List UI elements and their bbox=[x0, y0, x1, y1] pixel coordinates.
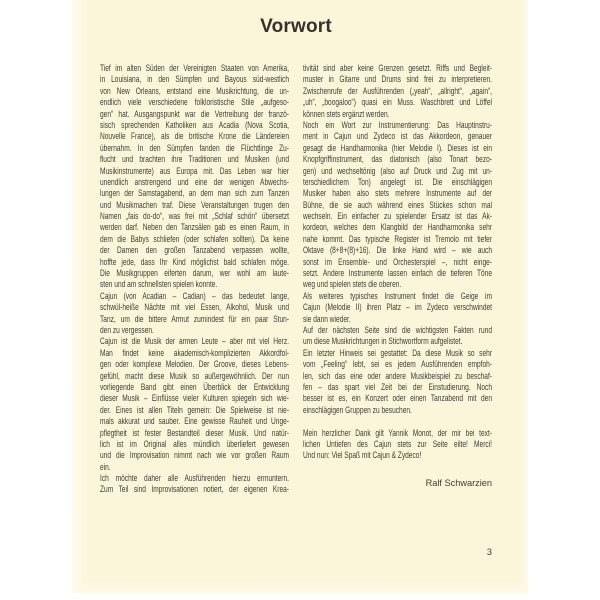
text-line: terschiedlichem Ton) angelegt ist. Die einschlägigen bbox=[303, 176, 493, 187]
text-line: Musikinstrumente) aus Europa mit. Das Leben war hier bbox=[100, 165, 290, 176]
text-line: vorliegende Band gibt einen Überblick der Entwicklung bbox=[100, 381, 290, 392]
text-line: Cajun (Melodie II) ihren Platz – im Zydeco verschwindet bbox=[303, 302, 493, 313]
text-line: Nouvelle France), als die britische Krone die Ländereien bbox=[100, 131, 290, 142]
text-line: endlich viele verschiedene folkloristische Stile „aufgeso- bbox=[100, 97, 290, 108]
text-line: Mein herzlicher Dank gilt Yannik Monot, der mir bei text- bbox=[303, 427, 493, 438]
text-line: nahe kommt. Das typische Register ist Tremolo mit tiefer bbox=[303, 233, 493, 244]
signature: Ralf Schwarzien bbox=[425, 478, 492, 488]
text-line: Man findet keine akademisch-komplizierten Akkordfol- bbox=[100, 347, 290, 358]
text-line: Tief im alten Süden der Vereinigten Staaten von Amerika, bbox=[100, 63, 290, 73]
text-line: können stets ergänzt werden. bbox=[303, 108, 390, 119]
text-line: Knopfgriffinstrument, das diatonisch (also Tonart bezo- bbox=[303, 154, 493, 165]
text-line: Und nun: Viel Spaß mit Cajun & Zydeco! bbox=[303, 450, 422, 461]
text-line: der. Eines ist allen Titeln gemein: Die Spielweise ist nie- bbox=[100, 404, 290, 415]
text-line: gefühl, macht diese Musik so außergewöhnlich. Der nun bbox=[100, 370, 290, 381]
text-line: kordeon, welches dem Klangbild der Handharmonika sehr bbox=[303, 222, 493, 233]
text-line: ein. bbox=[100, 461, 111, 472]
text-line: Ein letzter Hinweis sei gestattet: Da diese Musik so sehr bbox=[303, 347, 493, 358]
text-line: len, sich das eine oder andere Musikbeispiel zu beschaf- bbox=[303, 370, 493, 381]
text-line: unendlich anstrengend und eine der wenigen Abwechs- bbox=[100, 176, 290, 187]
text-line bbox=[303, 416, 492, 427]
text-line: sisch sprechenden Katholiken aus Acadia (Nova Scotia, bbox=[100, 119, 290, 130]
text-line: Die Musikgruppen eiferten darum, wer wohl am laute- bbox=[100, 268, 290, 279]
text-line: besser ist es, ein Konzert oder einen Tanzabend mit den bbox=[303, 393, 493, 404]
text-line: in Louisiana, in den Sümpfen und Bayous süd-westlich bbox=[100, 74, 290, 85]
page-number: 3 bbox=[486, 547, 492, 557]
text-line: gesagt die Handharmonika (hier Melodie I). Dieses ist ein bbox=[303, 142, 493, 153]
text-line: hoffte jede, dass Ihr Kind möglichst bald schlafen möge. bbox=[100, 256, 290, 267]
text-line: den zu vergessen. bbox=[100, 324, 154, 335]
text-line: muster in Gitarre und Drums sind frei zu interpretieren. bbox=[303, 74, 493, 85]
text-line: Zwischenrufe der Ausführenden („yeah“, „allright“, „again“, bbox=[303, 85, 493, 96]
text-line: Als weiteres typisches Instrument findet die Geige im bbox=[303, 290, 493, 301]
text-line: weg und spielen stets die oberen. bbox=[303, 279, 402, 290]
text-line: ment in Cajun und Zydeco ist das Akkordeon, genauer bbox=[303, 131, 493, 142]
text-line: Ich möchte daher alle Ausführenden hierzu ermuntern. bbox=[100, 473, 290, 484]
text-line: Bühne, die sie auch während eines Stückes schon mal bbox=[303, 199, 493, 210]
text-line: der Damen den großen Tanzabend verpassen wollte, bbox=[100, 245, 290, 256]
text-line: Auf der nächsten Seite sind die wichtigsten Fakten rund bbox=[303, 324, 493, 335]
text-column-left bbox=[100, 63, 289, 496]
text-line: Cajun (von Acadian – Cadian) – das bedeutet lange, bbox=[100, 290, 290, 301]
text-line: fen – das spart viel Zeit bei der Einstudierung. Noch bbox=[303, 381, 493, 392]
text-line: um diese Musikrichtungen in Stichwortform aufgelistet. bbox=[303, 336, 463, 347]
text-line: tivität sind aber keine Grenzen gesetzt. Riffs und Begleit- bbox=[303, 63, 493, 73]
text-line: einschlägigen Gruppen zu besuchen. bbox=[303, 404, 412, 415]
text-line: übernahm. In den Sümpfen fanden die Flüchtlinge Zu- bbox=[100, 142, 290, 153]
text-line: gen) und wechseltönig (also auf Druck und Zug mit un- bbox=[303, 165, 493, 176]
text-line: schwül-heiße Nächte mit viel Essen, Alkohol, Musik und bbox=[100, 302, 290, 313]
text-line: und die Improvisation nimmt nach wie vor großen Raum bbox=[100, 450, 290, 461]
text-line: Tanz, um die bittere Armut zumindest für ein paar Stun- bbox=[100, 313, 290, 324]
text-line: „uh“, „boogaloo“) quasi ein Muss. Waschbrett und Löffel bbox=[303, 97, 493, 108]
text-line: vom „Feeling“ lebt, sei es jedem Ausführenden empfoh- bbox=[303, 359, 493, 370]
text-line: flucht und brachten ihre Traditionen und Musiken (und bbox=[100, 154, 290, 165]
text-line: von New Orleans, entstand eine Musikrichtung, die un- bbox=[100, 85, 290, 96]
text-line: gen“ hat. Ausgangspunkt war die Vertreibung der franzö- bbox=[100, 108, 290, 119]
text-line: pflegtheit ist fester Bestandteil dieser Musik. Und natür- bbox=[100, 427, 290, 438]
paper-page bbox=[72, 0, 528, 593]
text-line: werden darf. Neben den Tanzsälen gab es einen Raum, in bbox=[100, 222, 290, 233]
text-line: wechseln. Ein einfacher zu spielender Ersatz ist das Ak- bbox=[303, 211, 493, 222]
text-line: lichen Untiefen des Cajun stets zur Seite eilte! Merci! bbox=[303, 438, 493, 449]
text-line: Oktave (8+8+(8)+16). Die linke Hand wird – wie auch bbox=[303, 245, 493, 256]
text-line: und Musikmachen traf. Diese Veranstaltungen trugen den bbox=[100, 199, 290, 210]
text-line: Cajun ist die Musik der armen Leute – aber mit viel Herz. bbox=[100, 336, 290, 347]
text-line: mals akkurat und sauber. Eine gewisse Rauheit und Unge- bbox=[100, 416, 290, 427]
text-line: lich ist im Original alles mündlich überliefert gewesen bbox=[100, 438, 290, 449]
text-line: sonst im Ensemble- und Orchesterspiel –, nicht einge- bbox=[303, 256, 493, 267]
text-line: setzt. Andere Instrumente lassen einfach die tieferen Töne bbox=[303, 268, 493, 279]
text-line: Noch ein Wort zur Instrumentierung: Das Hauptinstru- bbox=[303, 119, 493, 130]
text-line: Zum Teil sind Improvisationen notiert, der eigenen Krea- bbox=[100, 484, 290, 495]
text-line: sten und am schnellsten spielen konnte. bbox=[100, 279, 218, 290]
text-line: sie dann wieder. bbox=[303, 313, 351, 324]
text-line: dem die Babys schliefen (oder schlafen sollten). Da keine bbox=[100, 233, 290, 244]
page-title: Vorwort bbox=[260, 16, 332, 37]
text-column-right bbox=[303, 63, 492, 462]
text-line: lungen der Samstagabend, an dem man sich zum Tanzen bbox=[100, 188, 290, 199]
text-line: Musiker haben also stets mehrere Instrumente auf der bbox=[303, 188, 493, 199]
text-line: dieser Musik – Einflüsse vieler Kulturen spiegeln sich wie- bbox=[100, 393, 290, 404]
text-line: Namen „fais do-do“, was frei mit „Schlaf schön“ übersetzt bbox=[100, 211, 290, 222]
text-line: gen oder komplexe Melodien. Der Groove, dieses Lebens- bbox=[100, 359, 290, 370]
